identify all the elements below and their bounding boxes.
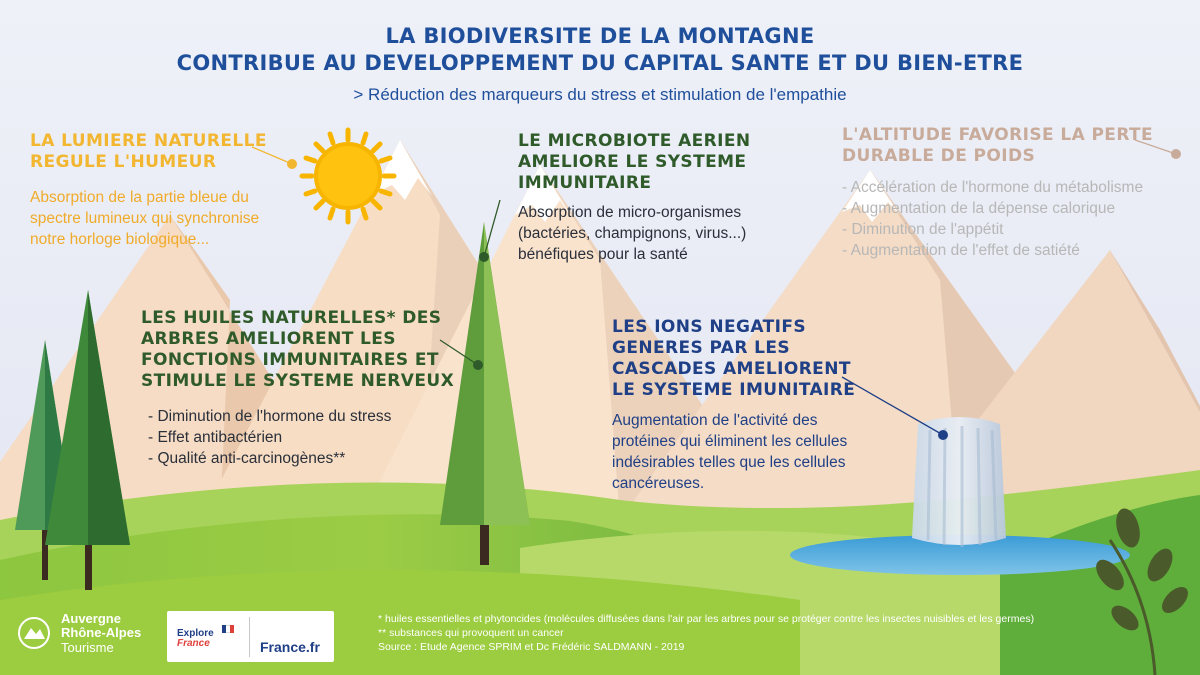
ions-heading: LES IONS NEGATIFS GENERES PAR LES CASCADES AMELIORENT LE SYSTEME IMUNITAIRE xyxy=(612,317,856,400)
list-item: - Diminution de l'appétit xyxy=(842,221,1004,238)
france-fr-logo: France.fr xyxy=(260,639,320,655)
french-flag-icon xyxy=(222,625,234,633)
microbiote-heading: LE MICROBIOTE AERIEN AMELIORE LE SYSTEME IMMUNITAIRE xyxy=(518,131,751,193)
source-note: Source : Etude Agence SPRIM et Dc Frédéric SALDMANN - 2019 xyxy=(378,641,685,653)
list-item: - Effet antibactérien xyxy=(148,429,283,446)
title-line-2: CONTRIBUE AU DEVELOPPEMENT DU CAPITAL SANTE ET DU BIEN-ETRE xyxy=(176,51,1024,75)
auvergne-rhone-alpes-logo: Auvergne Rhône-Alpes Tourisme xyxy=(61,611,142,655)
subtitle: > Réduction des marqueurs du stress et stimulation de l'empathie xyxy=(353,85,847,104)
section-ions xyxy=(612,317,855,494)
footnote-2: ** substances qui provoquent un cancer xyxy=(378,627,564,639)
section-microbiote xyxy=(518,131,751,265)
partner-logos xyxy=(167,611,334,662)
footnote-1: * huiles essentielles et phytoncides (molécules diffusées dans l'air par les arbres pour se protéger contre les insectes nuisibles et les germes) xyxy=(378,613,1035,625)
lumiere-text: Absorption de la partie bleue du spectre lumineux qui synchronise notre horloge biologique... xyxy=(30,189,260,248)
title-line-1: LA BIODIVERSITE DE LA MONTAGNE xyxy=(385,24,815,48)
lumiere-heading: LA LUMIERE NATURELLE REGULE L'HUMEUR xyxy=(30,131,267,172)
huiles-list xyxy=(141,406,454,469)
section-altitude xyxy=(842,125,1153,261)
list-item: - Qualité anti-carcinogènes** xyxy=(148,450,346,467)
footnotes xyxy=(378,612,1034,654)
microbiote-text: Absorption de micro-organismes (bactéries, champignons, virus...) bénéfiques pour la santé xyxy=(518,204,747,263)
section-lumiere xyxy=(30,131,267,250)
huiles-heading: LES HUILES NATURELLES* DES ARBRES AMELIORENT LES FONCTIONS IMMUNITAIRES ET STIMULE LE SYSTEME NERVEUX xyxy=(141,308,455,391)
section-huiles xyxy=(141,308,454,469)
list-item: - Augmentation de la dépense calorique xyxy=(842,200,1116,217)
list-item: - Accélération de l'hormone du métabolisme xyxy=(842,179,1144,196)
altitude-heading: L'ALTITUDE FAVORISE LA PERTE DURABLE DE POIDS xyxy=(842,125,1154,166)
list-item: - Augmentation de l'effet de satiété xyxy=(842,242,1080,259)
ions-text: Augmentation de l'activité des protéines qui éliminent les cellules indésirables telles que les cellules cancéreuses. xyxy=(612,412,848,492)
logo-divider xyxy=(249,617,250,657)
altitude-list xyxy=(842,177,1153,261)
sun-icon xyxy=(302,130,394,222)
explore-france-logo: Explore France xyxy=(177,628,214,649)
list-item: - Diminution de l'hormone du stress xyxy=(148,408,392,425)
